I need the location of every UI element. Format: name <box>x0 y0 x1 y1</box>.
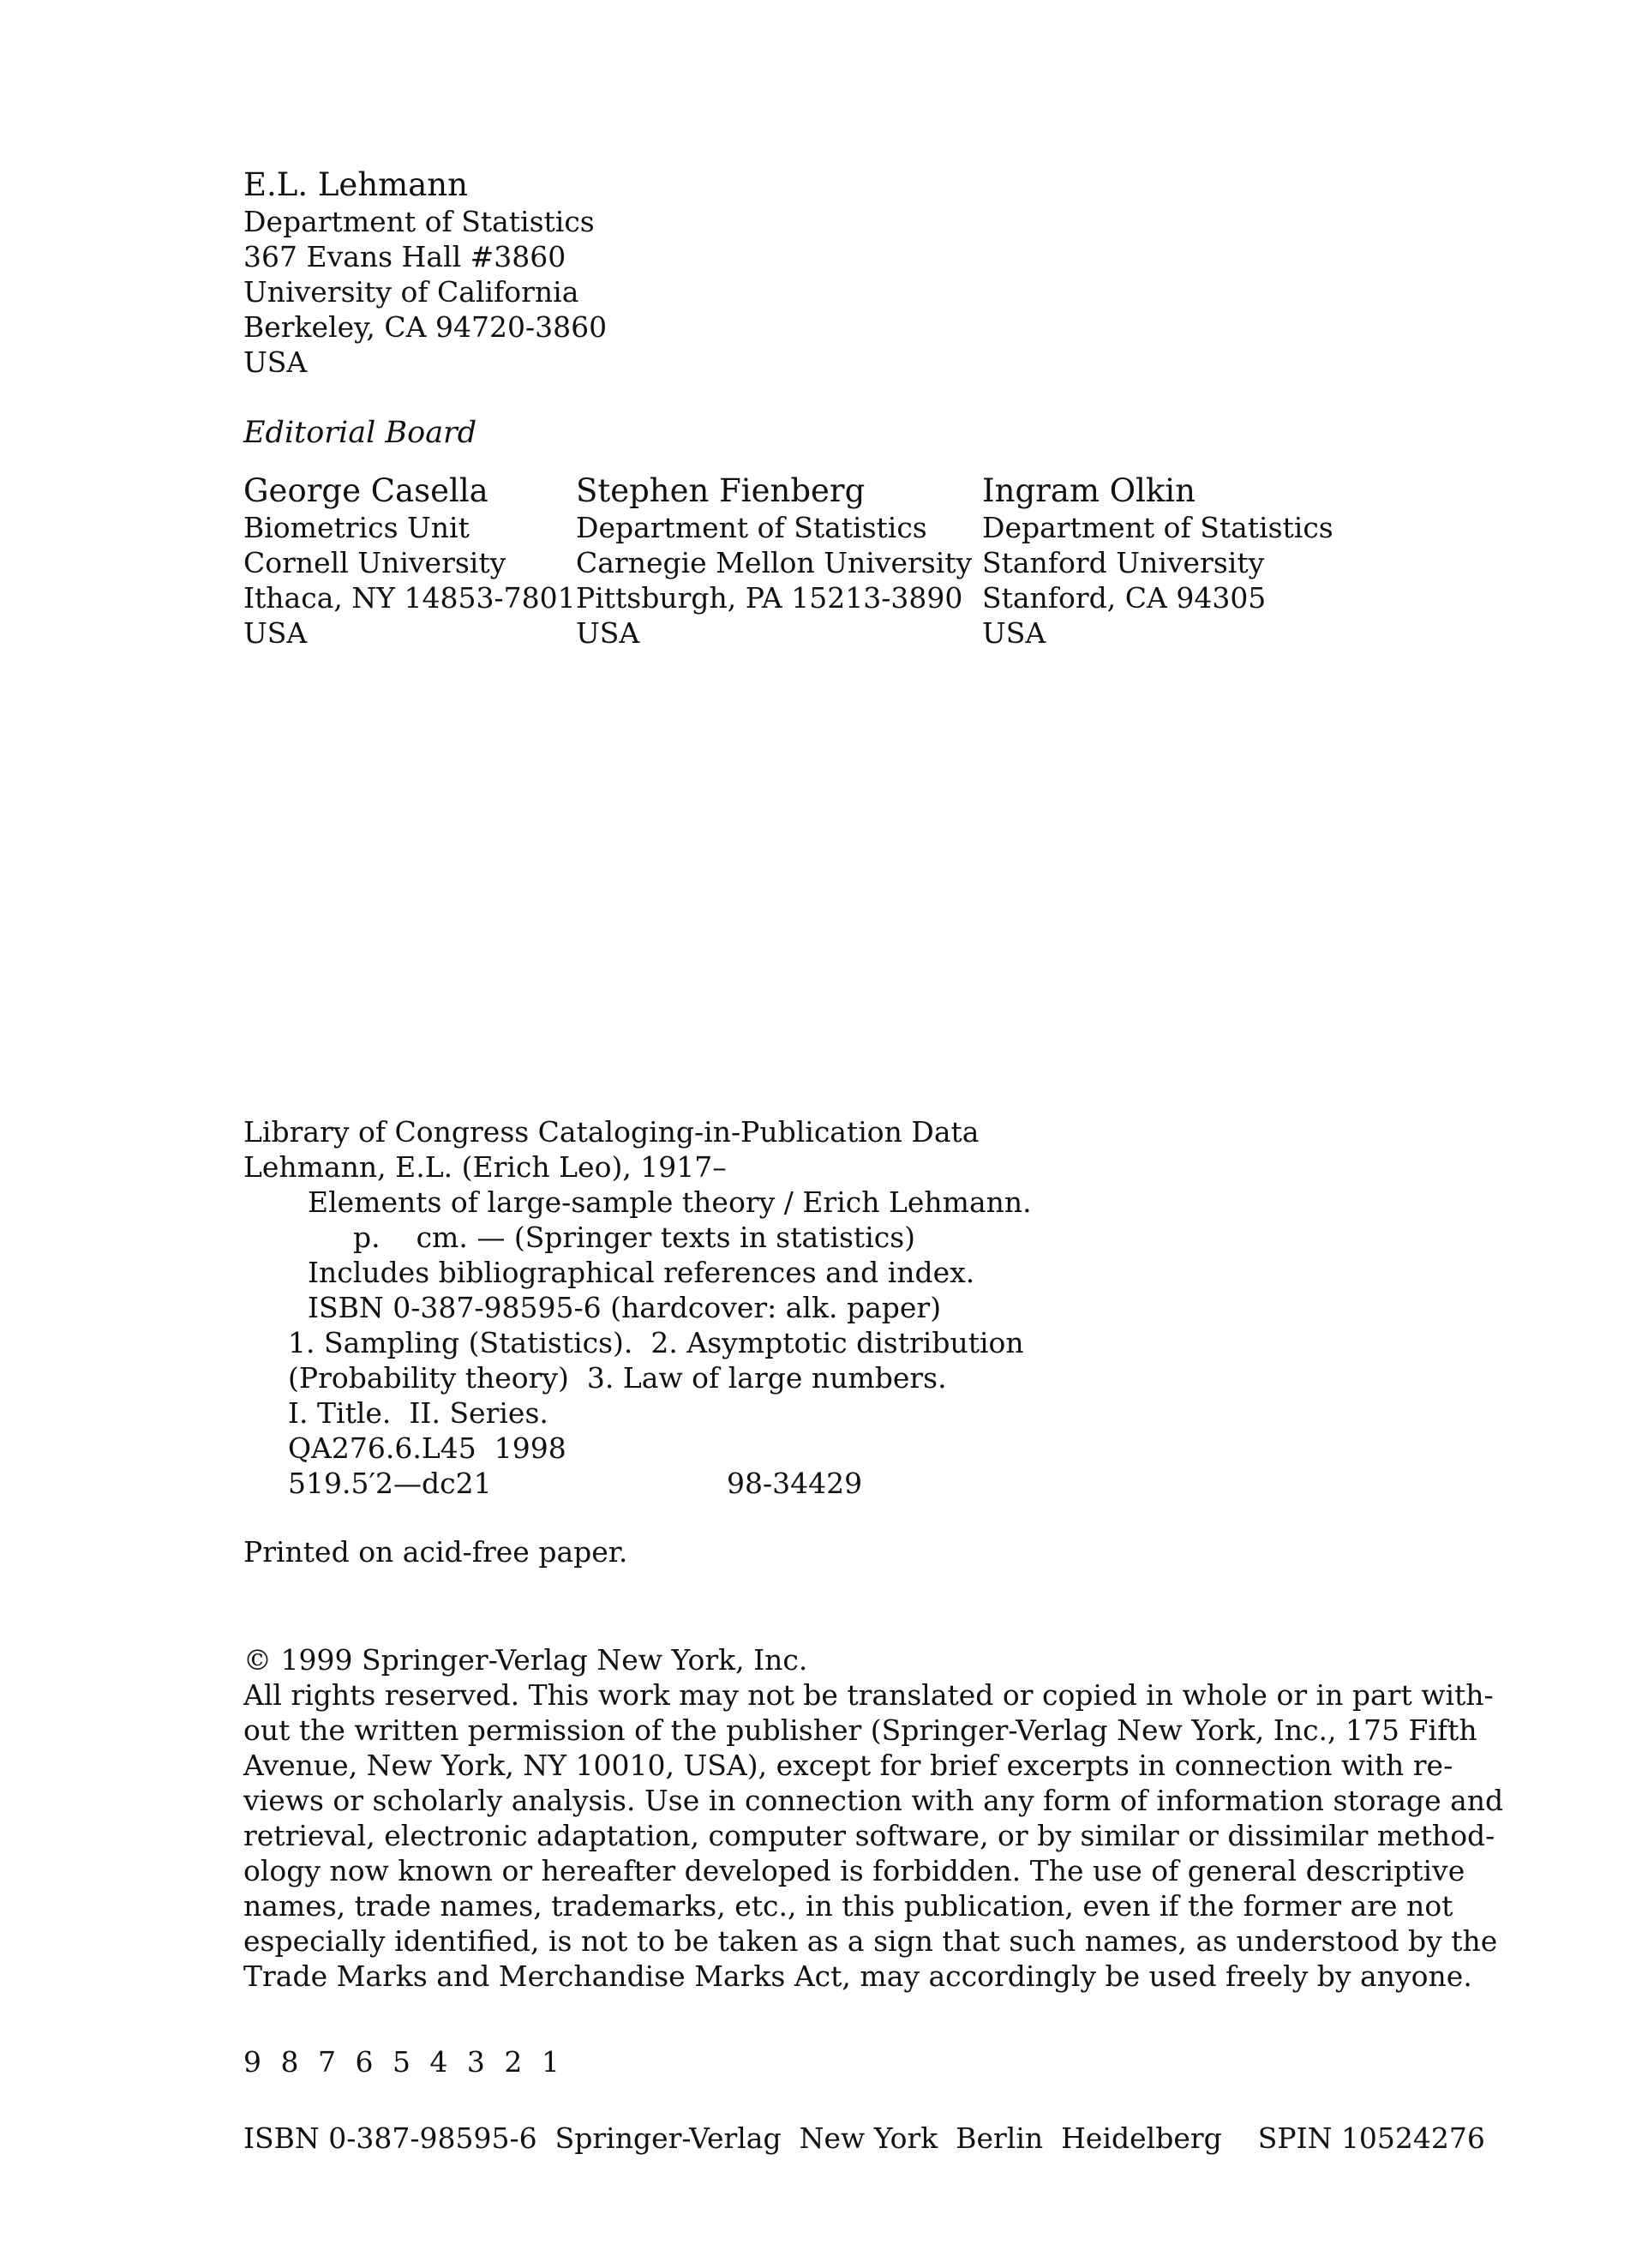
cip-dewey: 519.5′2—dc21 <box>288 1467 492 1500</box>
board-member-line: Biometrics Unit <box>243 511 470 544</box>
cip-subjects: 1. Sampling (Statistics). 2. Asymptotic distribution <box>288 1326 1024 1359</box>
board-member-line: USA <box>576 616 640 650</box>
cip-title-series: I. Title. II. Series. <box>288 1396 548 1430</box>
board-member-line: Stanford, CA 94305 <box>982 581 1267 615</box>
author-address-line: 367 Evans Hall #3860 <box>243 240 566 273</box>
copyright-text-line: names, trade names, trademarks, etc., in this publication, even if the former are not <box>243 1889 1453 1923</box>
copyright-block <box>243 1642 1504 1994</box>
board-member-olkin <box>982 471 1333 651</box>
copyright-text-line: Trade Marks and Merchandise Marks Act, may accordingly be used freely by anyone. <box>243 1959 1472 1993</box>
cip-series: p. cm. — (Springer texts in statistics) <box>353 1221 916 1254</box>
copyright-text-line: especially identified, is not to be taken as a sign that such names, as understood by the <box>243 1924 1498 1958</box>
board-member-line: Cornell University <box>243 546 506 579</box>
board-member-line: Stanford University <box>982 546 1265 579</box>
cip-author: Lehmann, E.L. (Erich Leo), 1917– <box>243 1150 727 1184</box>
footer-isbn-text: ISBN 0-387-98595-6 Springer-Verlag New York Berlin Heidelberg SPIN 10524276 <box>243 2121 1485 2155</box>
cip-classification-row <box>243 1466 1032 1501</box>
copyright-text-line: ology now known or hereafter developed is forbidden. The use of general descriptive <box>243 1854 1465 1887</box>
board-member-line: USA <box>982 616 1046 650</box>
board-member-line: Department of Statistics <box>982 511 1333 544</box>
cip-bibliography: Includes bibliographical references and index. <box>308 1256 975 1289</box>
author-address-line: Department of Statistics <box>243 205 595 238</box>
copyright-text-line: Avenue, New York, NY 10010, USA), except for brief excerpts in connection with re- <box>243 1749 1453 1782</box>
board-member-name: George Casella <box>243 472 488 509</box>
copyright-text-line: retrieval, electronic adaptation, computer software, or by similar or dissimilar method- <box>243 1819 1495 1852</box>
board-member-line: USA <box>243 616 308 650</box>
cip-data-block <box>243 1114 1032 1501</box>
printed-note-text: Printed on acid-free paper. <box>243 1535 628 1569</box>
cip-subjects: (Probability theory) 3. Law of large numbers. <box>288 1361 947 1395</box>
copyright-notice: © 1999 Springer-Verlag New York, Inc. <box>243 1643 808 1677</box>
cip-lccn: 98-34429 <box>727 1467 863 1500</box>
printing-numbers-text: 9 8 7 6 5 4 3 2 1 <box>243 2045 565 2079</box>
author-address-line: University of California <box>243 275 579 309</box>
board-member-fienberg <box>576 471 972 651</box>
author-address-line: Berkeley, CA 94720-3860 <box>243 310 608 344</box>
board-member-name: Stephen Fienberg <box>576 472 866 509</box>
printed-note <box>243 1534 627 1569</box>
board-member-line: Ithaca, NY 14853-7801 <box>243 581 576 615</box>
board-member-name: Ingram Olkin <box>982 472 1196 509</box>
cip-heading: Library of Congress Cataloging-in-Publication Data <box>243 1115 980 1149</box>
copyright-text-line: All rights reserved. This work may not be translated or copied in whole or in part with- <box>243 1678 1494 1712</box>
author-address-line: USA <box>243 345 308 379</box>
footer-isbn <box>243 2121 1485 2156</box>
board-member-casella <box>243 471 576 651</box>
copyright-text-line: out the written permission of the publisher (Springer-Verlag New York, Inc., 175 Fifth <box>243 1713 1477 1747</box>
cip-call-number: QA276.6.L45 1998 <box>288 1431 566 1465</box>
board-member-line: Pittsburgh, PA 15213-3890 <box>576 581 963 615</box>
editorial-board-title: Editorial Board <box>243 416 477 450</box>
copyright-text-line: views or scholarly analysis. Use in connection with any form of information storage and <box>243 1784 1504 1817</box>
editorial-board-heading <box>243 416 476 451</box>
author-block <box>243 165 607 380</box>
board-member-line: Department of Statistics <box>576 511 927 544</box>
author-name: E.L. Lehmann <box>243 166 468 203</box>
board-member-line: Carnegie Mellon University <box>576 546 973 579</box>
printing-numbers <box>243 2044 565 2079</box>
cip-isbn: ISBN 0-387-98595-6 (hardcover: alk. paper) <box>308 1291 942 1324</box>
cip-title: Elements of large-sample theory / Erich Lehmann. <box>308 1185 1032 1219</box>
